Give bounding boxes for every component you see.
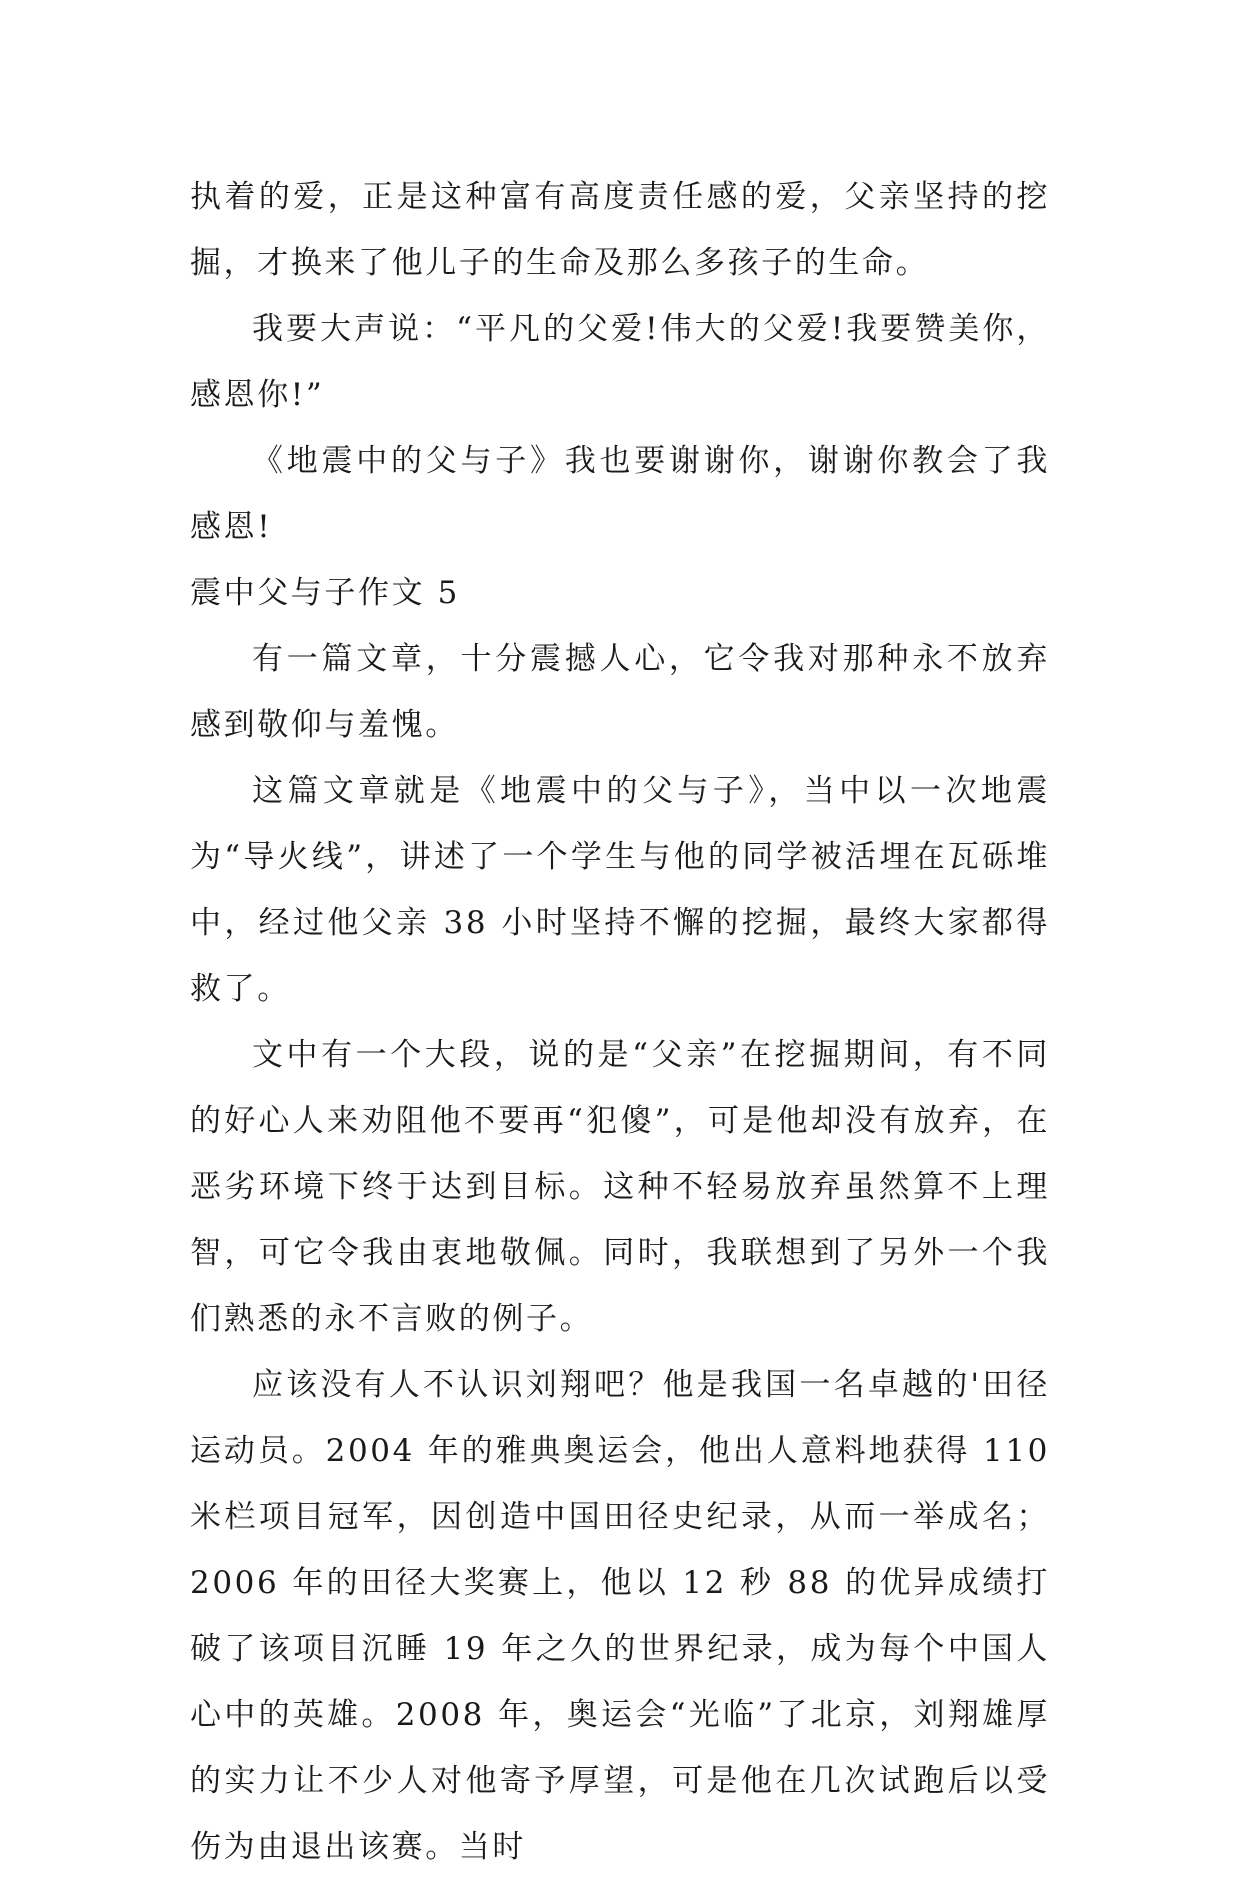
paragraph-liu-xiang: 应该没有人不认识刘翔吧？他是我国一名卓越的'田径运动员。2004 年的雅典奥运会，他出人意料地获得 110 米栏项目冠军，因创造中国田径史纪录，从而一举成名；2006 年的田径大奖赛上，他以 12 秒 88 的优异成绩打破了该项目沉睡 19 年之久的世界纪录，成为每个中国人心中的英雄。2008 年，奥运会“光临”了北京，刘翔雄厚的实力让不少人对他寄予厚望，可是他在几次试跑后以受伤为由退出该赛。当时: [190, 1367, 1050, 1865]
document-body: [190, 164, 1050, 1880]
paragraph-intro: 有一篇文章，十分震撼人心，它令我对那种永不放弃感到敬仰与羞愧。: [190, 641, 1050, 743]
paragraph-continuation: 执着的爱，正是这种富有高度责任感的爱，父亲坚持的挖掘，才换来了他儿子的生命及那么多孩子的生命。: [190, 179, 1050, 281]
paragraph-article-summary: 这篇文章就是《地震中的父与子》，当中以一次地震为“导火线”，讲述了一个学生与他的同学被活埋在瓦砾堆中，经过他父亲 38 小时坚持不懈的挖掘，最终大家都得救了。: [190, 773, 1050, 1007]
paragraph-thanks: 《地震中的父与子》我也要谢谢你，谢谢你教会了我感恩!: [190, 443, 1050, 545]
paragraph-father-persistence: 文中有一个大段，说的是“父亲”在挖掘期间，有不同的好心人来劝阻他不要再“犯傻”，可是他却没有放弃，在恶劣环境下终于达到目标。这种不轻易放弃虽然算不上理智，可它令我由衷地敬佩。同时，我联想到了另外一个我们熟悉的永不言败的例子。: [190, 1037, 1050, 1337]
paragraph-praise: 我要大声说：“平凡的父爱!伟大的父爱!我要赞美你，感恩你!”: [190, 311, 1050, 413]
section-heading: 震中父与子作文 5: [190, 575, 460, 611]
